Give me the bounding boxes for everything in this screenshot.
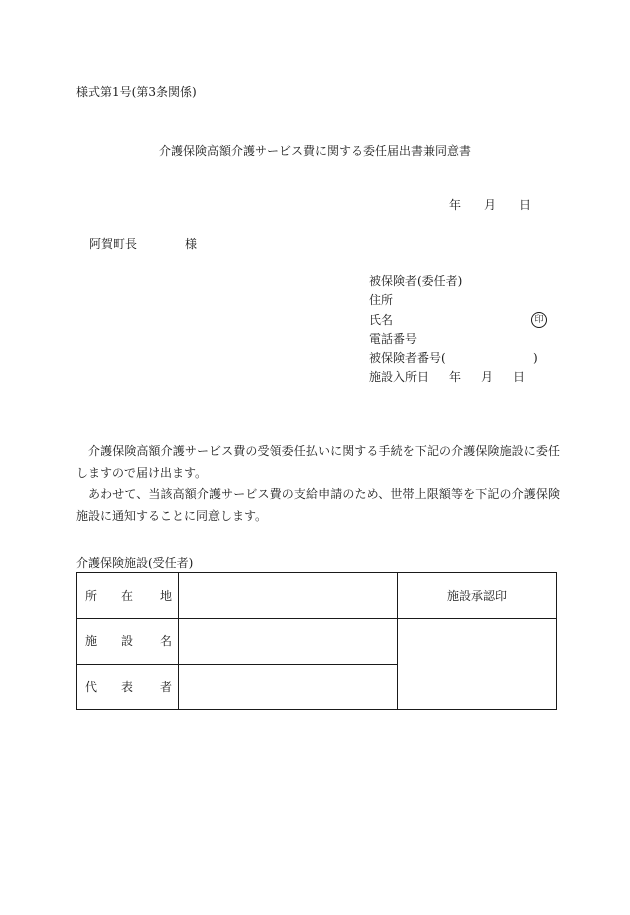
move-in-month: 月 — [481, 370, 494, 385]
move-in-year: 年 — [449, 370, 462, 385]
name-line — [369, 311, 544, 330]
facility-table — [76, 572, 557, 710]
seal-icon: 印 — [531, 312, 547, 328]
month-label: 月 — [484, 198, 497, 212]
move-in-date-line — [369, 368, 538, 387]
insured-number-close: ) — [533, 351, 538, 366]
day-label: 日 — [519, 198, 532, 212]
submission-date — [449, 197, 531, 213]
consent-paragraph: あわせて、当該高額介護サービス費の支給申請のため、世帯上限額等を下記の介護保険施設に通知することに同意します。 — [76, 487, 560, 523]
form-number: 様式第1号(第3条関係) — [76, 85, 197, 99]
move-in-label: 施設入所日 — [369, 370, 430, 385]
year-label: 年 — [449, 198, 462, 212]
name-label: 氏名 — [369, 312, 394, 327]
insured-number-label: 被保険者番号( — [369, 351, 446, 366]
phone-label: 電話番号 — [369, 331, 418, 346]
addressee — [89, 236, 197, 252]
facility-heading: 介護保険施設(受任者) — [76, 556, 194, 570]
addressee-honorific: 様 — [185, 237, 198, 251]
document-title: 介護保険高額介護サービス費に関する委任届出書兼同意書 — [158, 144, 471, 158]
addressee-name: 阿賀町長 — [89, 237, 138, 251]
table-divider — [178, 573, 179, 709]
delegation-paragraph: 介護保険高額介護サービス費の受領委任払いに関する手続を下記の介護保険施設に委任しますので届け出ます。 — [76, 444, 560, 480]
address-label: 住所 — [369, 293, 394, 308]
facility-approval-seal-label: 施設承認印 — [446, 589, 507, 603]
applicant-role: 被保険者(委任者) — [369, 274, 463, 288]
body-text — [76, 441, 560, 527]
insured-number-line — [369, 349, 538, 368]
representative-label: 代 表 者 — [85, 680, 173, 694]
location-label: 所 在 地 — [85, 589, 173, 603]
move-in-day: 日 — [513, 370, 526, 385]
applicant-block — [369, 272, 544, 388]
facility-name-label: 施 設 名 — [85, 634, 173, 648]
